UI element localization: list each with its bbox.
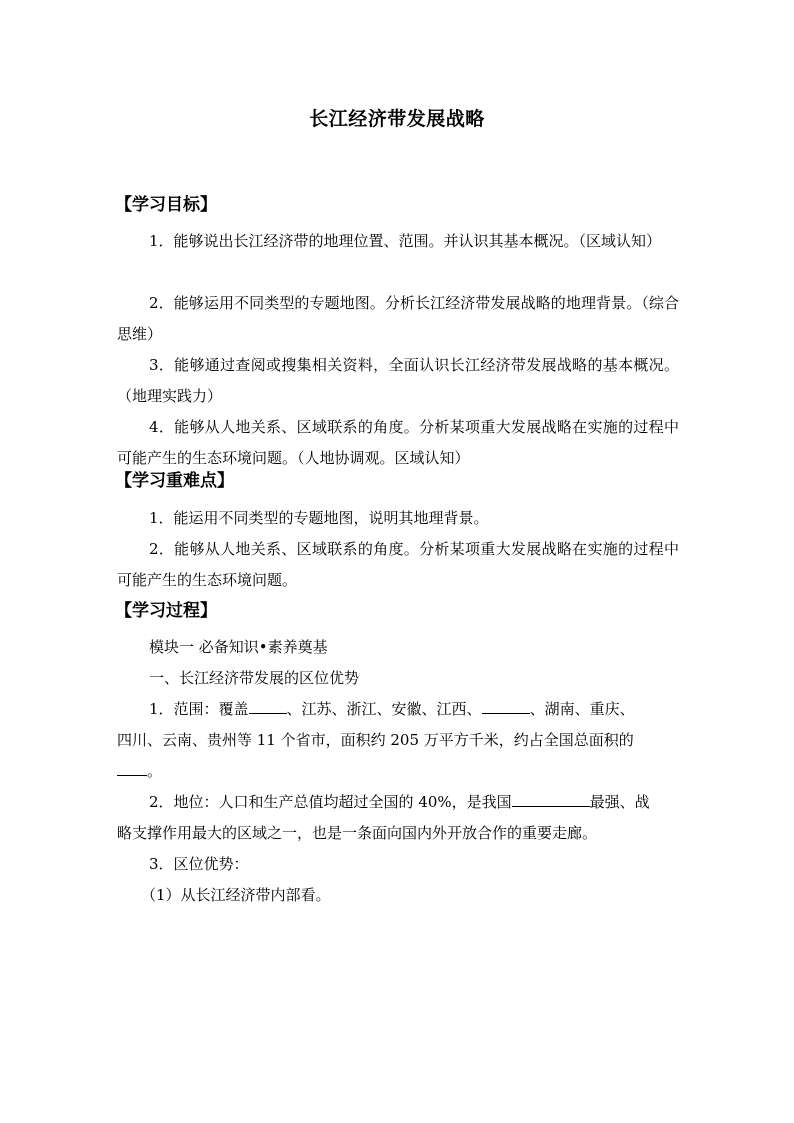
advantage-sub-1: （1）从长江经济带内部看。 bbox=[141, 886, 331, 904]
status-line-2: 略支撑作用最大的区域之一，也是一条面向国内外开放合作的重要走廊。 bbox=[117, 824, 598, 842]
module-heading: 模块一 必备知识•素养奠基 bbox=[149, 638, 328, 656]
status-line bbox=[117, 787, 729, 818]
subsection-heading: 一、长江经济带发展的区位优势 bbox=[149, 669, 360, 687]
page-title: 长江经济带发展战略 bbox=[309, 108, 485, 130]
section-heading-goals: 【学习目标】 bbox=[115, 195, 217, 215]
status-text-a: 2．地位：人口和生产总值均超过全国的 40%，是我国 bbox=[149, 793, 512, 811]
range-text-a: 1．范围：覆盖 bbox=[149, 700, 249, 718]
status-text-b: 最强、战 bbox=[589, 793, 650, 811]
goal-item-4: 4．能够从人地关系、区域联系的角度。分析某项重大发展战略在实施的过程中可能产生的生态环境问题。（人地协调观。区域认知） bbox=[117, 418, 679, 467]
blank-4[interactable] bbox=[512, 790, 590, 807]
blank-3[interactable] bbox=[117, 759, 147, 776]
range-line-2: 四川、云南、贵州等 11 个省市，面积约 205 万平方千米，约占全国总面积的 bbox=[117, 731, 634, 749]
range-text-e: 。 bbox=[147, 762, 163, 780]
key-point-2: 2．能够从人地关系、区域联系的角度。分析某项重大发展战略在实施的过程中可能产生的生态环境问题。 bbox=[117, 540, 679, 589]
blank-1[interactable] bbox=[249, 697, 287, 714]
range-line bbox=[117, 694, 729, 725]
goal-item-3: 3．能够通过查阅或搜集相关资料，全面认识长江经济带发展战略的基本概况。（地理实践力） bbox=[117, 356, 679, 405]
advantage-heading: 3．区位优势： bbox=[149, 855, 249, 873]
section-heading-key-points: 【学习重难点】 bbox=[115, 471, 234, 491]
range-text-c: 、湖南、重庆、 bbox=[529, 700, 635, 718]
goal-item-2: 2．能够运用不同类型的专题地图。分析长江经济带发展战略的地理背景。（综合思维） bbox=[117, 294, 679, 343]
range-text-b: 、江苏、浙江、安徽、江西、 bbox=[286, 700, 482, 718]
range-line-3 bbox=[117, 756, 697, 787]
goal-item-1: 1．能够说出长江经济带的地理位置、范围。并认识其基本概况。（区域认知） bbox=[149, 232, 662, 250]
blank-2[interactable] bbox=[482, 697, 530, 714]
key-point-1: 1．能运用不同类型的专题地图，说明其地理背景。 bbox=[149, 509, 489, 527]
section-heading-process: 【学习过程】 bbox=[115, 601, 217, 621]
